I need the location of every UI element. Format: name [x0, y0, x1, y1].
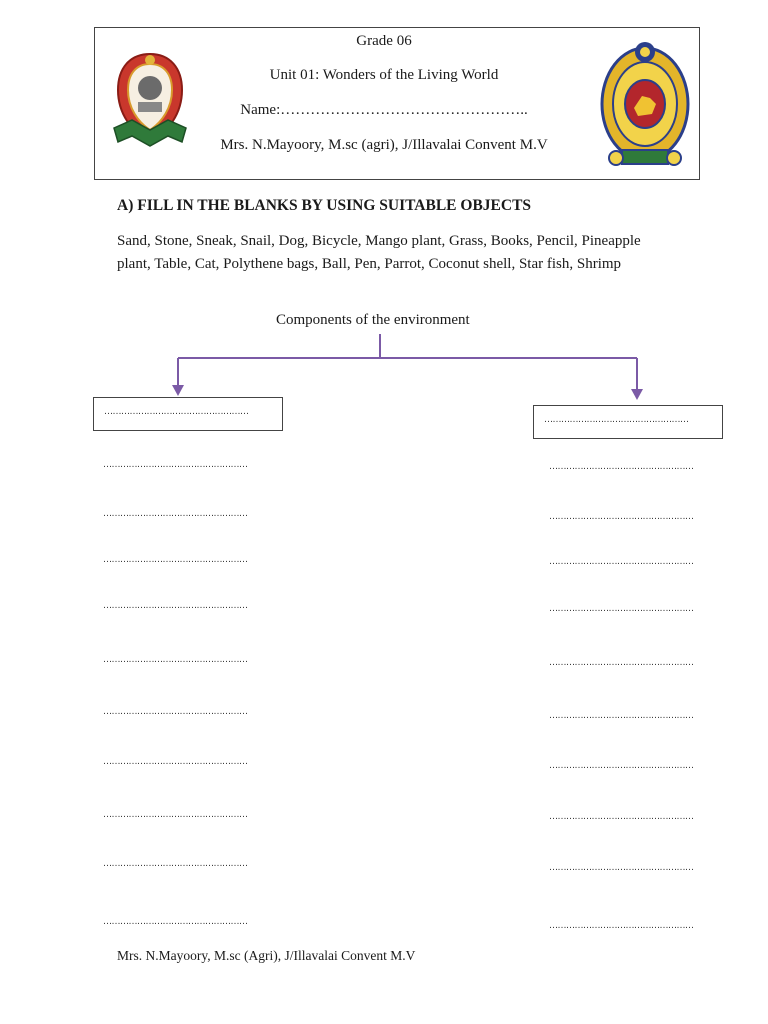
footer-credit: Mrs. N.Mayoory, M.sc (Agri), J/Illavalai Convent M.V	[117, 948, 416, 963]
section-title: A) FILL IN THE BLANKS BY USING SUITABLE OBJECTS	[117, 197, 532, 214]
left-blank-5[interactable]: ……………………………………………	[103, 655, 248, 665]
left-blank-7[interactable]: ……………………………………………	[103, 757, 248, 767]
grade-heading: Grade 06	[356, 33, 412, 49]
left-blank-1[interactable]: ……………………………………………	[103, 460, 248, 470]
left-arrowhead	[172, 385, 184, 396]
right-category-box[interactable]: ……………………………………………	[533, 405, 723, 439]
left-blank-4[interactable]: ……………………………………………	[103, 601, 248, 611]
unit-heading: Unit 01: Wonders of the Living World	[269, 67, 499, 83]
right-blank-9[interactable]: ……………………………………………	[549, 863, 694, 873]
right-blank-8[interactable]: ……………………………………………	[549, 812, 694, 822]
word-bank: Sand, Stone, Sneak, Snail, Dog, Bicycle, Mango plant, Grass, Books, Pencil, Pineapple plant, Table, Cat, Polythene bags, Ball, Pen, Parrot, Coconut shell, Star fish, Shrimp	[117, 233, 641, 272]
left-blank-9[interactable]: ……………………………………………	[103, 859, 248, 869]
teacher-credit: Mrs. N.Mayoory, M.sc (agri), J/Illavalai Convent M.V	[220, 137, 548, 153]
left-category-box[interactable]: ……………………………………………	[93, 397, 283, 431]
right-blank-3[interactable]: ……………………………………………	[549, 557, 694, 567]
right-blank-4[interactable]: ……………………………………………	[549, 604, 694, 614]
name-field-line[interactable]: Name:…………………………………………..	[240, 102, 528, 118]
right-blank-5[interactable]: ……………………………………………	[549, 658, 694, 668]
right-blank-1[interactable]: ……………………………………………	[549, 462, 694, 472]
right-blank-10[interactable]: ……………………………………………	[549, 921, 694, 931]
right-blank-2[interactable]: ……………………………………………	[549, 512, 694, 522]
diagram-root-text: Components of the environment	[276, 312, 470, 328]
left-blank-3[interactable]: ……………………………………………	[103, 555, 248, 565]
right-arrowhead	[631, 389, 643, 400]
left-blank-6[interactable]: ……………………………………………	[103, 707, 248, 717]
left-blank-8[interactable]: ……………………………………………	[103, 810, 248, 820]
diagram-connector	[0, 0, 768, 420]
left-blank-2[interactable]: ……………………………………………	[103, 509, 248, 519]
left-blank-10[interactable]: ……………………………………………	[103, 917, 248, 927]
right-blank-7[interactable]: ……………………………………………	[549, 761, 694, 771]
right-blank-6[interactable]: ……………………………………………	[549, 711, 694, 721]
